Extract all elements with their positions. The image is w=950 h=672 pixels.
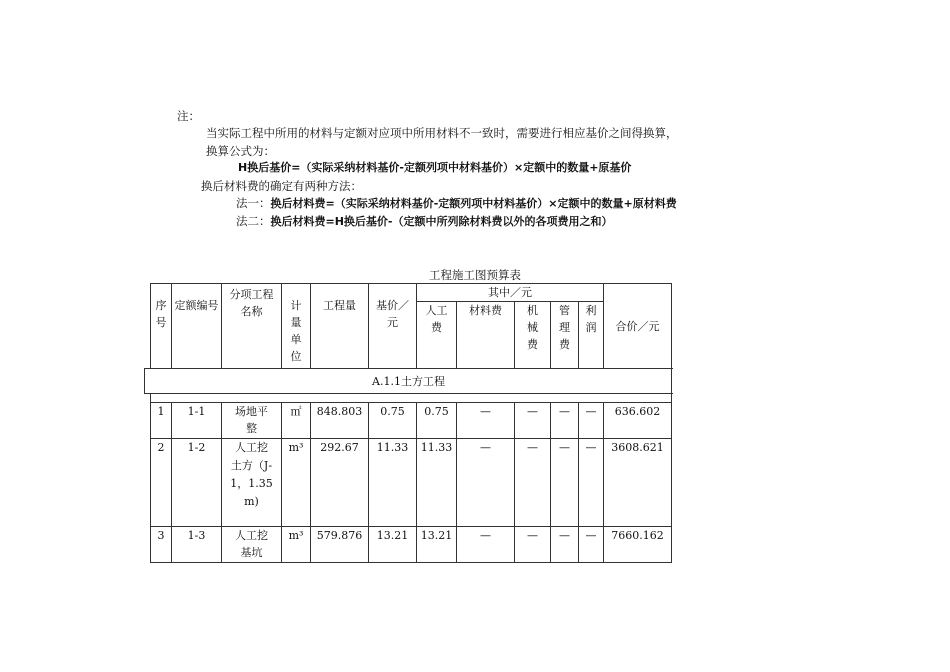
cell-name: 人工挖土方（J-1，1.35m) [222, 439, 282, 527]
table-row [151, 527, 672, 563]
cell-profit: — [579, 403, 604, 439]
header-qty: 工程量 [311, 284, 369, 369]
cell-code: 1-2 [172, 439, 222, 527]
cell-base: 0.75 [369, 403, 417, 439]
cell-management: — [551, 403, 579, 439]
cell-qty: 292.67 [311, 439, 369, 527]
cell-total: 7660.162 [604, 527, 672, 563]
header-code: 定额编号 [172, 284, 222, 369]
header-material: 材料费 [457, 302, 515, 369]
header-name: 分项工程名称 [222, 284, 282, 369]
table-row [151, 403, 672, 439]
header-machine: 机械费 [515, 302, 551, 369]
cell-name: 场地平整 [222, 403, 282, 439]
cell-labor: 13.21 [417, 527, 457, 563]
cell-management: — [551, 527, 579, 563]
cell-seq: 3 [151, 527, 172, 563]
header-total: 合价／元 [604, 284, 672, 369]
header-base-price: 基价／元 [369, 284, 417, 369]
table-title: 工程施工图预算表 [429, 268, 521, 282]
header-labor: 人工费 [417, 302, 457, 369]
header-management: 管理费 [551, 302, 579, 369]
section-title: A.1.1土方工程 [144, 368, 673, 394]
cell-base: 13.21 [369, 527, 417, 563]
note-line-3: 换后材料费的确定有两种方法： [201, 179, 362, 193]
note-line-1: 当实际工程中所用的材料与定额对应项中所用材料不一致时，需要进行相应基价之间得换算， [206, 126, 678, 140]
cell-qty: 579.876 [311, 527, 369, 563]
header-profit: 利润 [579, 302, 604, 369]
method-1-prefix: 法一： [236, 196, 271, 210]
cell-unit: m³ [282, 527, 311, 563]
method-1-text: 换后材料费=（实际采纳材料基价-定额列项中材料基价）×定额中的数量+原材料费 [270, 197, 677, 210]
cell-profit: — [579, 439, 604, 527]
method-2 [236, 213, 613, 230]
cell-code: 1-3 [172, 527, 222, 563]
section-row [151, 369, 672, 394]
cell-qty: 848.803 [311, 403, 369, 439]
cell-unit: m³ [282, 439, 311, 527]
method-1 [236, 195, 677, 212]
cell-material: — [457, 527, 515, 563]
cell-machine: — [515, 527, 551, 563]
method-2-text: 换后材料费=H换后基价-（定额中所列除材料费以外的各项费用之和） [270, 215, 613, 228]
header-among: 其中／元 [417, 284, 604, 302]
budget-table [150, 283, 672, 563]
header-seq: 序号 [151, 284, 172, 369]
header-unit: 计量单位 [282, 284, 311, 369]
cell-unit: ㎡ [282, 403, 311, 439]
method-2-prefix: 法二： [236, 214, 271, 228]
cell-profit: — [579, 527, 604, 563]
cell-material: — [457, 403, 515, 439]
note-label: 注： [177, 109, 200, 123]
cell-total: 3608.621 [604, 439, 672, 527]
cell-seq: 1 [151, 403, 172, 439]
cell-machine: — [515, 403, 551, 439]
cell-base: 11.33 [369, 439, 417, 527]
cell-name: 人工挖基坑 [222, 527, 282, 563]
cell-seq: 2 [151, 439, 172, 527]
cell-code: 1-1 [172, 403, 222, 439]
spacer-row [151, 394, 672, 403]
cell-labor: 11.33 [417, 439, 457, 527]
cell-management: — [551, 439, 579, 527]
cell-machine: — [515, 439, 551, 527]
cell-material: — [457, 439, 515, 527]
note-line-2: 换算公式为： [206, 144, 275, 158]
table-row [151, 439, 672, 527]
cell-labor: 0.75 [417, 403, 457, 439]
cell-total: 636.602 [604, 403, 672, 439]
formula: H换后基价=（实际采纳材料基价-定额列项中材料基价）×定额中的数量+原基价 [238, 161, 632, 174]
